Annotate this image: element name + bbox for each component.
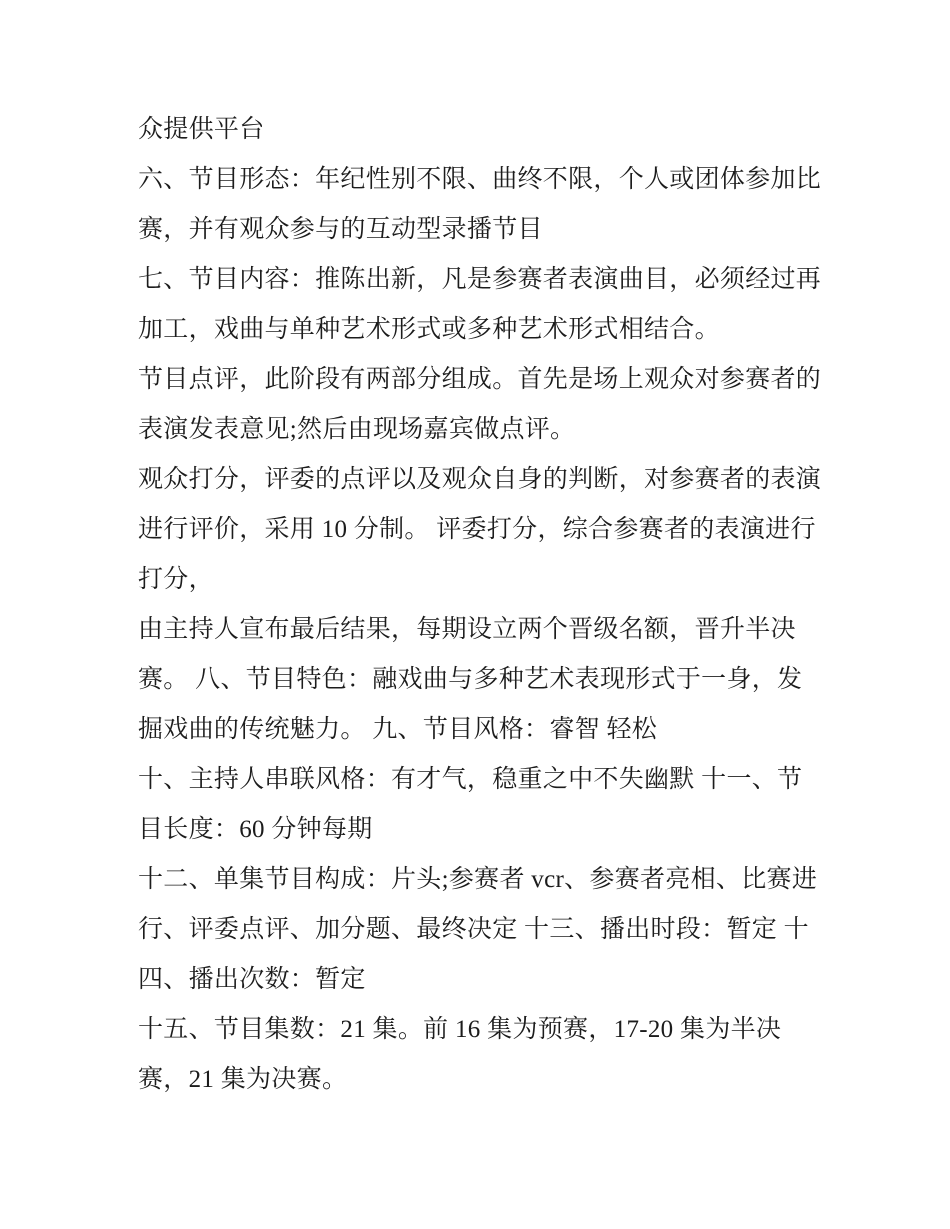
text-line-18: 四、播出次数：暂定 xyxy=(138,966,366,993)
text-line-20: 赛，21 集为决赛。 xyxy=(138,1066,348,1093)
text-line-16: 十二、单集节目构成：片头;参赛者 vcr、参赛者亮相、比赛进 xyxy=(138,866,818,893)
text-line-06: 节目点评，此阶段有两部分组成。首先是场上观众对参赛者的 xyxy=(138,366,822,393)
text-line-02: 六、节目形态：年纪性别不限、曲终不限，个人或团体参加比 xyxy=(138,166,822,193)
text-line-12: 赛。 八、节目特色：融戏曲与多种艺术表现形式于一身，发 xyxy=(138,666,803,693)
text-line-07: 表演发表意见;然后由现场嘉宾做点评。 xyxy=(138,416,576,443)
text-line-11: 由主持人宣布最后结果，每期设立两个晋级名额，晋升半决 xyxy=(138,616,796,643)
text-line-15: 目长度：60 分钟每期 xyxy=(138,816,373,843)
text-line-03: 赛，并有观众参与的互动型录播节目 xyxy=(138,216,543,243)
text-line-14: 十、主持人串联风格：有才气，稳重之中不失幽默 十一、节 xyxy=(138,766,803,793)
text-line-13: 掘戏曲的传统魅力。 九、节目风格：睿智 轻松 xyxy=(138,716,658,743)
text-line-10: 打分， xyxy=(138,566,214,593)
text-line-08: 观众打分，评委的点评以及观众自身的判断，对参赛者的表演 xyxy=(138,466,822,493)
text-line-05: 加工，戏曲与单种艺术形式或多种艺术形式相结合。 xyxy=(138,316,720,343)
text-line-17: 行、评委点评、加分题、最终决定 十三、播出时段：暂定 十 xyxy=(138,916,809,943)
text-line-01: 众提供平台 xyxy=(138,116,265,143)
text-line-04: 七、节目内容：推陈出新，凡是参赛者表演曲目，必须经过再 xyxy=(138,266,822,293)
text-line-09: 进行评价，采用 10 分制。 评委打分，综合参赛者的表演进行 xyxy=(138,516,816,543)
text-line-19: 十五、节目集数：21 集。前 16 集为预赛，17-20 集为半决 xyxy=(138,1016,782,1043)
